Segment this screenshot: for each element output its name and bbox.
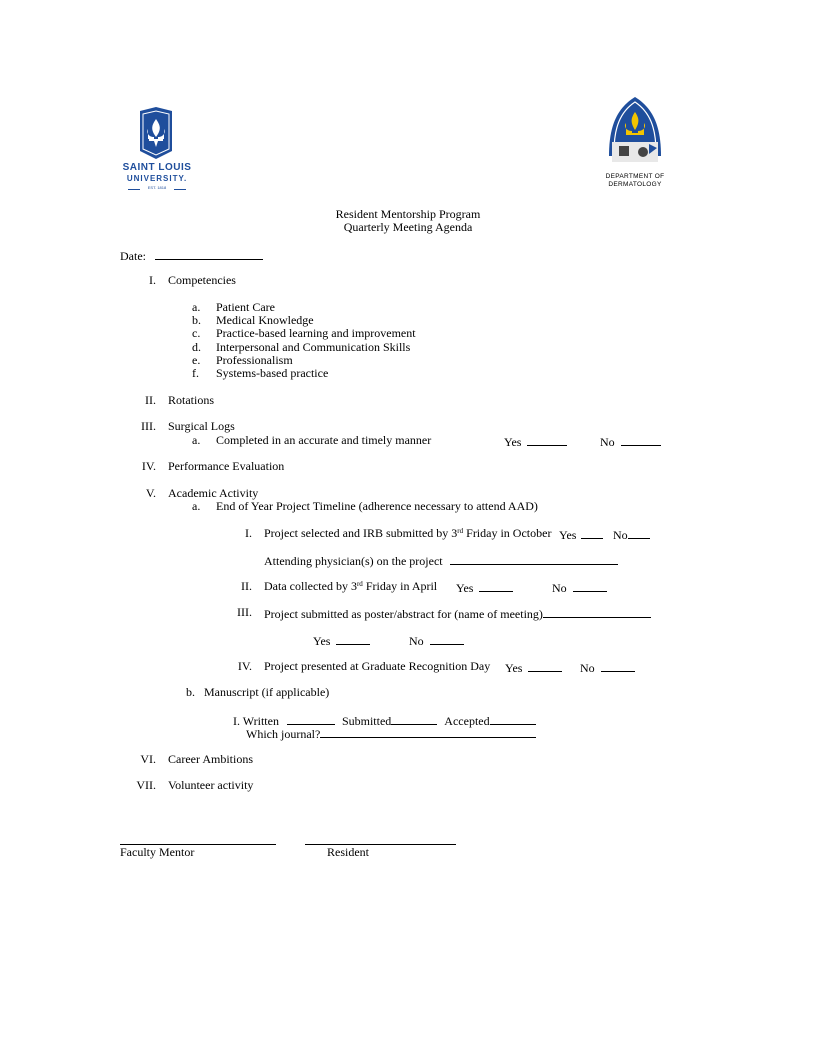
roman-num: I. bbox=[245, 526, 252, 540]
project-submitted-text: Project submitted as poster/abstract for (name of meeting) bbox=[264, 607, 543, 621]
submitted-label: Submitted bbox=[341, 714, 392, 728]
no-blank[interactable] bbox=[430, 633, 464, 645]
no-label: No bbox=[613, 528, 628, 542]
list-item-text: Professionalism bbox=[216, 353, 293, 367]
dermatology-name-line2: DERMATOLOGY bbox=[608, 181, 662, 188]
data-collected-yes bbox=[456, 580, 513, 595]
section-label-surgical-logs: Surgical Logs bbox=[168, 419, 235, 433]
section-label-volunteer-activity: Volunteer activity bbox=[168, 778, 254, 792]
attending-physician-blank[interactable] bbox=[450, 553, 618, 565]
journal-field bbox=[246, 726, 536, 741]
project-timeline-heading: End of Year Project Timeline (adherence necessary to attend AAD) bbox=[216, 499, 538, 513]
list-item-text: Medical Knowledge bbox=[216, 313, 314, 327]
attending-physician-field bbox=[264, 553, 618, 568]
dermatology-crest-icon bbox=[605, 96, 665, 168]
list-item-letter: b. bbox=[192, 313, 201, 327]
data-collected-no bbox=[552, 580, 607, 595]
list-item-letter: a. bbox=[192, 499, 201, 513]
list-item-text: Practice-based learning and improvement bbox=[216, 326, 416, 340]
ordinal-suffix: rd bbox=[356, 580, 363, 588]
data-collected-text: Data collected by 3 bbox=[264, 579, 357, 593]
meeting-name-blank[interactable] bbox=[543, 606, 651, 618]
surgical-logs-yes bbox=[504, 434, 567, 449]
list-item-letter: c. bbox=[192, 326, 201, 340]
no-label: No bbox=[552, 581, 567, 595]
yes-blank[interactable] bbox=[528, 660, 562, 672]
submitted-blank[interactable] bbox=[391, 713, 437, 725]
no-blank[interactable] bbox=[628, 527, 650, 539]
list-item-letter: a. bbox=[192, 433, 201, 447]
section-num: I. bbox=[149, 273, 156, 287]
list-item-letter: f. bbox=[192, 366, 199, 380]
date-field bbox=[120, 248, 263, 263]
roman-num: III. bbox=[237, 605, 252, 619]
written-label: I. Written bbox=[233, 714, 279, 728]
project-presented-no bbox=[580, 660, 635, 675]
surgical-logs-question: Completed in an accurate and timely manner bbox=[216, 433, 432, 447]
section-label-career-ambitions: Career Ambitions bbox=[168, 752, 253, 766]
project-presented-yes bbox=[505, 660, 562, 675]
no-blank[interactable] bbox=[573, 580, 607, 592]
slu-name-line1: SAINT LOUIS bbox=[122, 162, 192, 173]
section-num: III. bbox=[141, 419, 156, 433]
section-num: VII. bbox=[136, 778, 156, 792]
project-submitted-item bbox=[264, 606, 651, 621]
section-num: V. bbox=[145, 486, 156, 500]
project-selected-no bbox=[613, 527, 650, 542]
yes-label: Yes bbox=[313, 634, 331, 648]
project-submitted-no bbox=[409, 633, 464, 648]
section-label-performance-evaluation: Performance Evaluation bbox=[168, 459, 285, 473]
no-label: No bbox=[409, 634, 424, 648]
project-presented-text: Project presented at Graduate Recognition Day bbox=[264, 659, 491, 673]
document-title: Resident Mentorship Program bbox=[335, 207, 481, 221]
date-blank[interactable] bbox=[155, 248, 263, 260]
project-submitted-yes bbox=[313, 633, 370, 648]
data-collected-item bbox=[264, 580, 437, 593]
yes-blank[interactable] bbox=[479, 580, 513, 592]
manuscript-heading: Manuscript (if applicable) bbox=[204, 685, 330, 699]
accepted-blank[interactable] bbox=[490, 713, 536, 725]
list-item-text: Systems-based practice bbox=[216, 366, 329, 380]
yes-label: Yes bbox=[504, 435, 522, 449]
resident-label: Resident bbox=[327, 845, 369, 859]
project-selected-text-end: Friday in October bbox=[463, 526, 552, 540]
written-blank[interactable] bbox=[287, 713, 335, 725]
no-label: No bbox=[580, 661, 595, 675]
dermatology-logo bbox=[600, 96, 670, 192]
document-subtitle: Quarterly Meeting Agenda bbox=[343, 220, 473, 234]
yes-label: Yes bbox=[505, 661, 523, 675]
yes-label: Yes bbox=[559, 528, 577, 542]
roman-num: II. bbox=[241, 579, 252, 593]
project-selected-yes bbox=[559, 527, 603, 542]
dermatology-name-line1: DEPARTMENT OF bbox=[605, 173, 665, 180]
journal-blank[interactable] bbox=[320, 726, 536, 738]
project-selected-text: Project selected and IRB submitted by 3 bbox=[264, 526, 458, 540]
list-item-text: Interpersonal and Communication Skills bbox=[216, 340, 411, 354]
no-blank[interactable] bbox=[621, 434, 661, 446]
no-blank[interactable] bbox=[601, 660, 635, 672]
section-num: II. bbox=[145, 393, 156, 407]
journal-label: Which journal? bbox=[246, 727, 321, 741]
attending-physician-label: Attending physician(s) on the project bbox=[264, 554, 443, 568]
roman-num: IV. bbox=[237, 659, 252, 673]
yes-label: Yes bbox=[456, 581, 474, 595]
slu-est-rule-right bbox=[174, 189, 186, 190]
slu-shield-icon bbox=[138, 107, 174, 159]
list-item-letter: a. bbox=[192, 300, 201, 314]
slu-logo bbox=[118, 107, 196, 193]
slu-est: EST. 1818 bbox=[147, 185, 167, 190]
data-collected-text-end: Friday in April bbox=[362, 579, 438, 593]
list-item-letter: b. bbox=[186, 685, 195, 699]
yes-blank[interactable] bbox=[527, 434, 567, 446]
list-item-letter: d. bbox=[192, 340, 201, 354]
yes-blank[interactable] bbox=[581, 527, 603, 539]
section-num: IV. bbox=[141, 459, 156, 473]
section-label-rotations: Rotations bbox=[168, 393, 215, 407]
yes-blank[interactable] bbox=[336, 633, 370, 645]
accepted-label: Accepted bbox=[444, 714, 490, 728]
faculty-mentor-label: Faculty Mentor bbox=[120, 845, 195, 859]
list-item-letter: e. bbox=[192, 353, 201, 367]
section-label-academic-activity: Academic Activity bbox=[168, 486, 259, 500]
list-item-text: Patient Care bbox=[216, 300, 275, 314]
no-label: No bbox=[600, 435, 615, 449]
section-num: VI. bbox=[140, 752, 156, 766]
ordinal-suffix: rd bbox=[457, 527, 464, 535]
section-label-competencies: Competencies bbox=[168, 273, 236, 287]
date-label: Date: bbox=[120, 249, 146, 263]
project-selected-item bbox=[264, 527, 551, 540]
slu-name-line2: UNIVERSITY. bbox=[126, 174, 188, 183]
surgical-logs-no bbox=[600, 434, 661, 449]
